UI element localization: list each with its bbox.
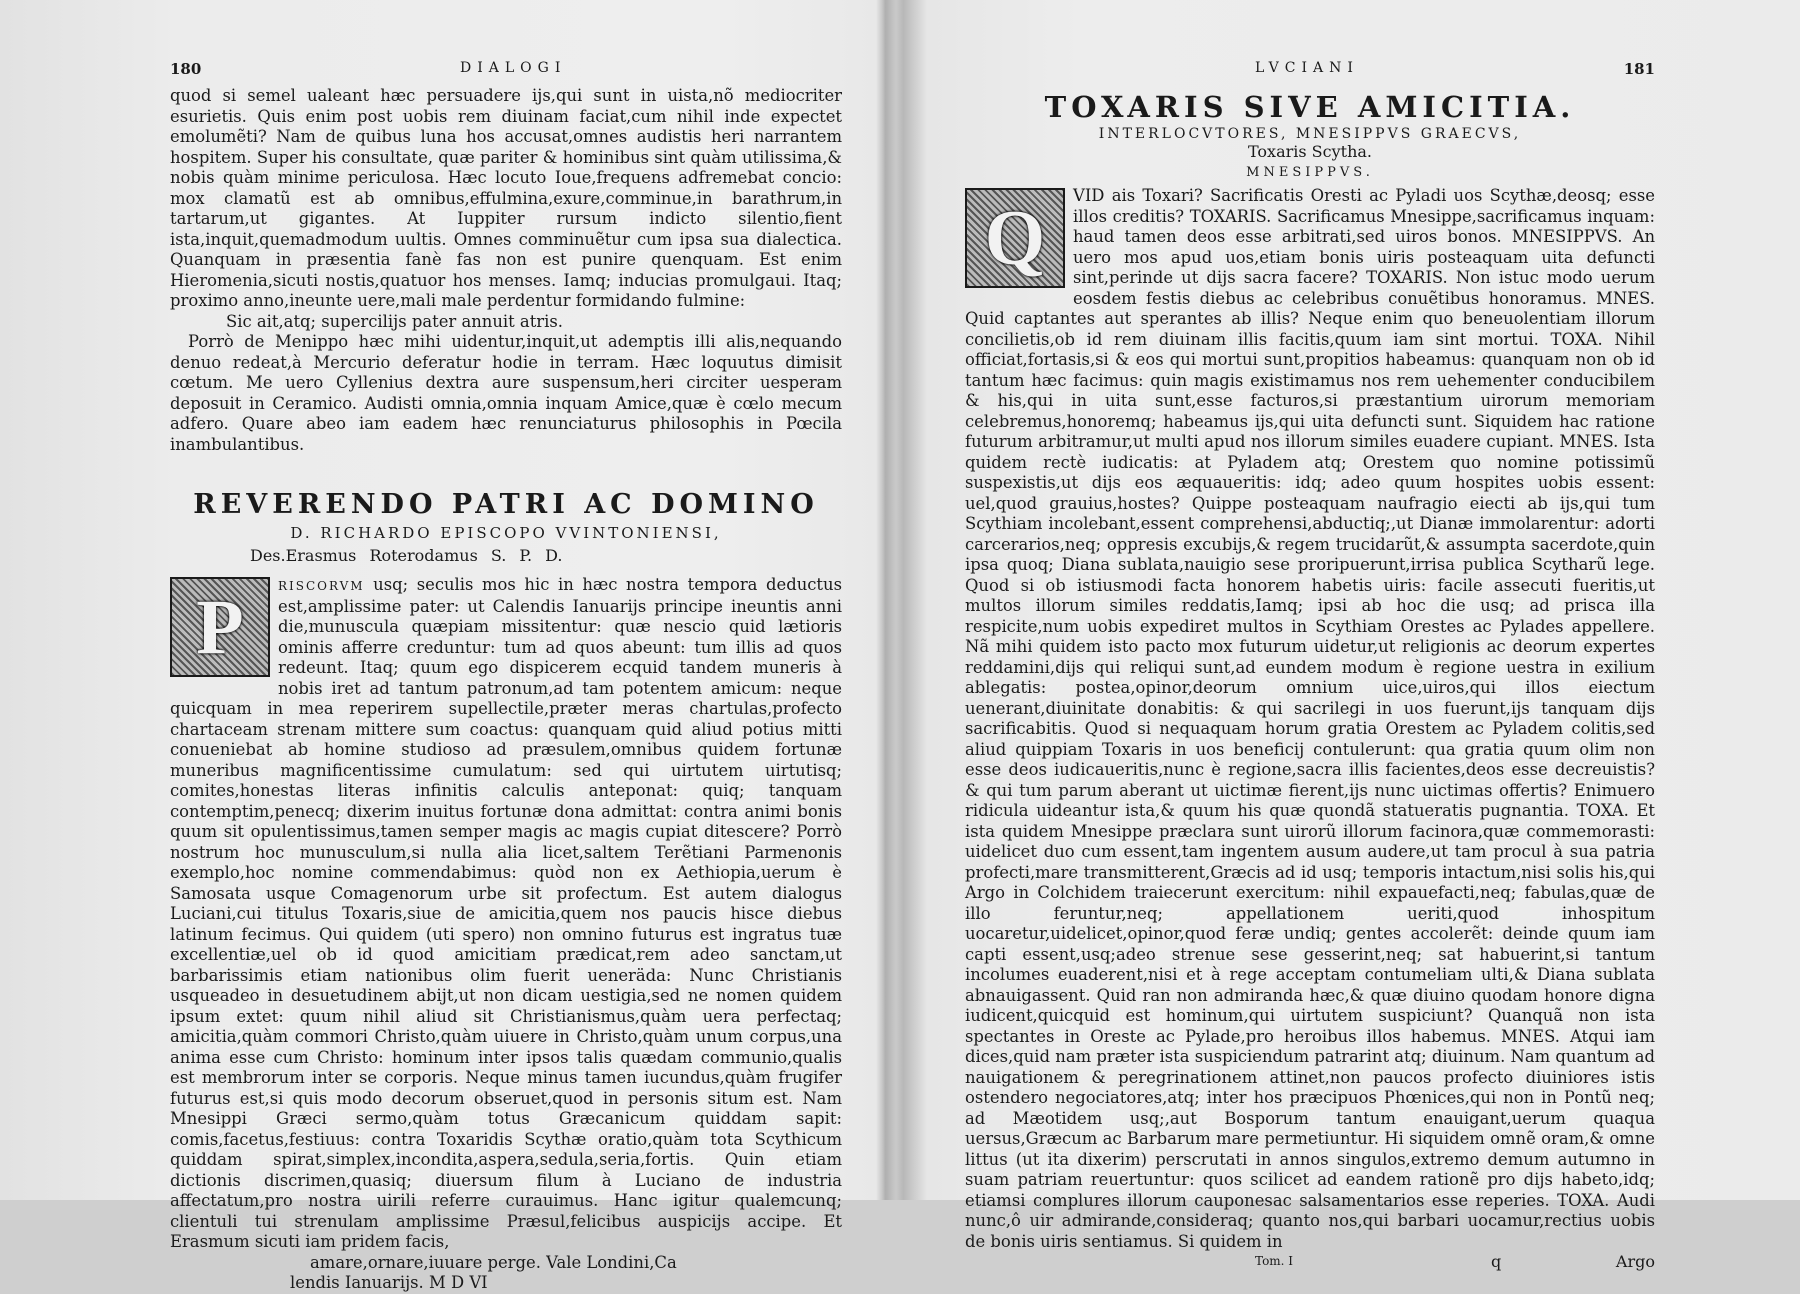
left-paragraph-2: Porrò de Menippo hæc mihi uidentur,inquit,ut ademptis illi alis,nequando denuo redeat,à Mercurio deferatur hodie in terram. Hæc loquutus dimisit cœtum. Me uero Cyllenius dextra aure suspensum,heri circiter uesperam deposuit in Ceramico. Audisti omnia,omnia inquam Amice,quæ è cœlo mecum adfero. Quare abeo iam eadem hæc renunciaturus philosophis in Pœcila inambulantibus. <box>170 332 842 454</box>
volume-mark: Tom. I <box>1255 1254 1294 1268</box>
dialogue-text: VID ais Toxari? Sacrificatis Oresti ac Pyladi uos Scythæ,deosq; esse illos creditis? TOXARIS. Sacrificamus Mnesippe,sacrificamus inquam: haud tamen deos esse arbitrati,sed uiros bonos. MNESIPPVS. An uero mos apud uos,etiam bonis uiris posteaquam uita defuncti sint,perinde ut dijs sacra facere? TOXARIS. Non istuc modo uerum eosdem festis diebus ac celebribus conuẽtibus honoramus. MNES. Quid captantes aut sperantes ab illis? Neque enim quo beneuolentiam illorum concilietis,ob id rem diuinam illis facitis,quum iam sint mortui. TOXA. Nihil officiat,fortasis,si & eos qui mortui sunt,propitios habeamus: quanquam non ob id tantum hæc facimus: quin magis existimamus nos rem uehementer conducibilem & his,qui in uita sunt,esse facturos,si præstantium uirorum memoriam celebremus,honoremq; habeamus ijs,qui uita defuncti sunt. Siquidem hac ratione futurum arbitramur,ut multi apud nos illorum similes euadere cupiant. MNES. Ista quidem rectè iudicatis: at Pyladem atq; Orestem quo nomine potissimũ suspexistis,ut dijs eos æquaueritis: idq; adeo quum hospites uobis essent: uel,quod grauius,hostes? Quippe posteaquam naufragio eiecti ab ijs,qui tum Scythiam incolebant,essent comprehensi,abductiq;,ut Dianæ immolarentur: adorti carcerarios,neq; oppresis excubijs,& regem trucidarũt,& assumpta sacerdote,quin ipsa quoq; Diana sublata,nauigio sese proripuerunt,irrisa publica Scytharũ lege. Quod si ob istiusmodi facta honorem habetis uiris: facile assecuti fueritis,ut multos illorum similes reddatis,Iamq; ipsi ab hoc die usq; ad prisca illa respicite,num uobis expediret multos in Scythiam Orestes ac Pylades appellere. Nã mihi quidem isto pacto mox futurum uidetur,ut religionis ac deorum expertes reddamini,dijs qui reliqui sunt,ad eundem modum è regione uestra in exilium ablegatis: postea,opinor,deorum omnium uice,uiros,qui illos eiectum uenerant,diuinitate donabitis: & qui sacrilegi in uos fuerunt,ijs tanquam dijs sacrificabitis. Quod si nequaquam horum gratia Orestem ac Pyladem colitis,sed aliud quippiam Toxaris in uos beneficij contulerunt: qua gratia quum olim non esse deos iudicaueritis,nunc è regione,sacra illis facientes,deos esse decreuistis? & qui tum parum aberant ut uictimæ fierent,ijs nunc uictimas offertis? Enimuero ridicula uideantur ista,& quum his quæ quondã statueratis pugnantia. TOXA. Et ista quidem Mnesippe præclara sunt uirorũ illorum facinora,quæ commemorasti: uidelicet duo cum essent,tam ingentem ausum audere,ut tam procul à sua patria profecti,mare transmitterent,Græcis ad id usq; temporis intactum,nisi solis his,qui Argo in Colchidem traiecerunt exercitum: nihil expauefacti,neq; fabulas,quæ de illo feruntur,neq; appellationem ueriti,quod inhospitum uocaretur,uidelicet,opinor,quod feræ undiq; gentes accolerẽt: deinde quum iam capti essent,usq;adeo strenue sese gesserint,neq; sat habuerint,si tantum incolumes euaderent,nisi et à rege acceptam contumeliam ulti,& Diana sublata abnauigassent. Quid ran non admiranda hæc,& quæ diuino quodam honore digna iudicent,quicquid est hominum,qui uirtutem suspiciunt? Quanquã non ista spectantes in Oreste ac Pylade,pro heroibus illos habemus. MNES. Atqui iam dices,quid nam præter ista suspiciendum patrarint atq; diuinum. Nam quantum ad nauigationem & peregrinationem attinet,non paucos profecto diuiniores istis ostendero negociatores,atq; inter hos præcipuos Phœnices,qui non in Pontũ neq; ad Mæotidem usq;,aut Bosporum tantum enauigant,uerum quaqua uersus,Græcum ac Barbarum mare permetiuntur. Hi siquidem omnẽ oram,& omne littus (ut ita dixerim) perscrutati in annos singulos,extremo demum autumno in suam patriam reuertuntur: quos scilicet ad eandem rationẽ pro dijs habeto,idq; etiamsi complures illorum cauponesac salsamentarios esse reperies. TOXA. Audi nunc,ô uir admirande,consideraq; quanto nos,qui barbari uocamur,rectius uobis de bonis uiris sentiamus. Si quidem in <box>965 186 1655 1251</box>
signature-mark: q <box>1491 1252 1502 1271</box>
dedication-subtitle: D. RICHARDO EPISCOPO VVINTONIENSI, <box>290 524 722 542</box>
letter-body: usq; seculis mos hic in hæc nostra tempora deductus est,amplissime pater: ut Calendis Ianuarijs principe ineuntis anni die,munuscula quæpiam missitentur: quæ nescio quid lætioris ominis afferre creduntur: tum ad quos abeunt: tum illis ad quos redeunt. Itaq; quum ego dispicerem ecquid tandem muneris à nobis iret ad tantum patronum,ad tam potentem amicum: neque quicquam in mea reperirem supellectile,præter meras chartulas,profecto chartaceam strenam mittere sum coactus: quanquam quid aliud potius mitti conueniebat ab homine studioso ad præsulem,omnibus quidem fortunæ muneribus magnificentissime cumulatum: sed qui uirtutem uirtutisq; comites,honestas literas infinitis calculis anteponat: quiq; tanquam contemptim,penecq; dixerim inuitus fortunæ dona admittat: contra animi bonis quum sit opulentissimus,tamen semper magis ac magis cupiat ditescere? Porrò nostrum hoc munusculum,si nulla alia licet,saltem Terẽtiani Parmenonis exemplo,hoc nomine commendabimus: quòd non ex Aethiopia,uerum è Samosata usque Comagenorum urbe sit profectum. Est autem dialogus Luciani,cui titulus Toxaris,siue de amicitia,quem nos paucis hisce diebus latinum fecimus. Qui quidem (uti spero) non omnino futurus est ingratus tuæ excellentiæ,uel ob id quod amicitiam prædicat,rem adeo sanctam,ut barbarissimis etiam nationibus olim fuerit ueneräda: Nunc Christianis usqueadeo in desuetudinem abijt,ut non dicam uestigia,sed ne nomen quidem ipsum extet: quum nihil aliud sit Christianismus,quàm uera perfectaq; amicitia,quàm commori Christo,quàm uiuere in Christo,quàm unum corpus,una anima esse cum Christo: hominum inter ipsos talis quædam communio,qualis est membrorum inter se corporis. Neque minus tamen iucundus,quàm frugifer futurus est,si quis modo decorum obseruet,quod in personis situm est. Nam Mnesippi Græci sermo,quàm totus Græcanicum quiddam sapit: comis,facetus,festiuus: contra Toxaridis Scythæ oratio,quàm tota Scythicum quiddam spirat,simplex,incondita,aspera,sedula,seria,fortis. Quin etiam dictionis discrimen,quasiq; diuersum filum à Luciano de industria affectatum,pro nostra uirili referre curauimus. Hanc igitur qualemcunq; clientuli tui strenulam amplissime Præsul,felicibus auspicijs accipe. Et Erasmum sicuti iam pridem facis, <box>170 575 842 1251</box>
book-gutter <box>876 0 896 1200</box>
right-page <box>965 60 1655 1276</box>
left-running-head <box>170 60 842 86</box>
ornamental-initial-p: P <box>170 577 270 677</box>
closing-line-2: lendis Ianuarijs. M D VI <box>290 1273 488 1292</box>
right-running-title: LVCIANI <box>1255 60 1359 76</box>
toxaris-scytha-line: Toxaris Scytha. <box>1247 142 1372 161</box>
closing-line-1: amare,ornare,iuuare perge. Vale Londini,Ca <box>310 1252 677 1272</box>
catchword: Argo <box>1615 1252 1655 1271</box>
dedication-title: REVERENDO PATRI AC DOMINO <box>193 489 819 520</box>
dedication-letter <box>170 575 842 1253</box>
ornamental-initial-q: Q <box>965 188 1065 288</box>
left-running-title: DIALOGI <box>460 60 567 76</box>
intro-smallcaps: RISCORVM <box>278 579 365 593</box>
left-page <box>170 60 842 1294</box>
left-verse: Sic ait,atq; supercilijs pater annuit atris. <box>226 311 563 331</box>
right-page-footer <box>965 1252 1655 1276</box>
speaker-heading: MNESIPPVS. <box>1246 165 1374 180</box>
dedication-greeting: Des.Erasmus Roterodamus S. P. D. <box>250 546 563 565</box>
right-page-number: 181 <box>1623 60 1655 78</box>
left-paragraph-1: quod si semel ualeant hæc persuadere ijs,qui sunt in uista,nõ mediocriter esurietis. Quis enim post uobis rem diuinam faciat,cum nihil inde expectet emolumẽti? Nam de quibus luna hos accusat,omnes audistis heri narrantem hospitem. Super his consultate, quæ pariter & hominibus sint quàm utilissima,& nobis quàm minime periculosa. Hæc locuto Ioue,frequens adfremebat concio: mox clamatũ est ab omnibus,effulmina,exure,comminue,in barathrum,in tartarum,ut gigantes. At Iuppiter rursum indicto silentio,fient ista,inquit,quemadmodum uultis. Omnes comminuẽtur cum ipsa sua dialectica. Quanquam in præsentia fanè fas non est punire quenquam. Est enim Hieromenia,sicuti nostis,quatuor hos menses. Iamq; inducias promulgaui. Itaq; proximo anno,ineunte uere,mali male perdentur formidando fulmine: <box>170 86 842 310</box>
dialogue-body <box>965 186 1655 1252</box>
interlocutores-line: INTERLOCVTORES, MNESIPPVS GRAECVS, <box>1098 126 1522 142</box>
dialogue-title: TOXARIS SIVE AMICITIA. <box>1044 90 1576 124</box>
right-running-head <box>965 60 1655 86</box>
left-page-number: 180 <box>170 60 202 78</box>
